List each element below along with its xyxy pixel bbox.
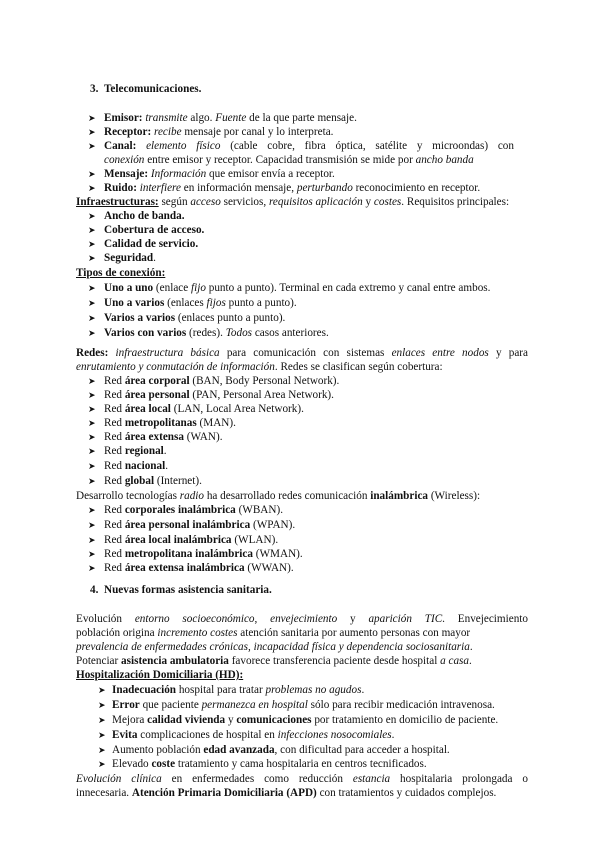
infra-item-bandwidth: Ancho de banda. (104, 210, 185, 222)
bullet-arrow-icon: ➤ (98, 745, 106, 755)
red-item: Red regional. (104, 445, 167, 457)
bullet-arrow-icon: ➤ (98, 759, 106, 769)
bullet-arrow-icon: ➤ (88, 313, 96, 323)
tipo-uno-a-varios: Uno a varios (enlaces fijos punto a punto). (104, 297, 297, 309)
red-wireless-item: Red área personal inalámbrica (WPAN). (104, 519, 296, 531)
evolucion-line-4: Potenciar asistencia ambulatoria favorece transferencia paciente desde hospital a casa. (76, 655, 472, 667)
evolucion-line-2: población origina incremento costes atención sanitaria por aumento personas con mayor (76, 627, 471, 639)
hd-item: Inadecuación hospital para tratar problemas no agudos. (112, 684, 365, 696)
bullet-arrow-icon: ➤ (88, 390, 96, 400)
tipo-varios-con-varios: Varios con varios (redes). Todos casos anteriores. (104, 327, 329, 339)
red-item: Red área extensa (WAN). (104, 431, 223, 443)
red-item: Red área personal (PAN, Personal Area Network). (104, 389, 334, 401)
bullet-arrow-icon: ➤ (88, 432, 96, 442)
red-item: Red área corporal (BAN, Body Personal Network). (104, 375, 340, 387)
final-line-1: Evolución clínica en enfermedades como reducción estancia hospitalaria prolongada o (76, 773, 528, 785)
wireless-line: Desarrollo tecnologías radio ha desarrollado redes comunicación inalámbrica (Wireless): (76, 490, 481, 502)
bullet-arrow-icon: ➤ (98, 700, 106, 710)
hd-item: Mejora calidad vivienda y comunicaciones por tratamiento en domicilio de paciente. (112, 714, 499, 726)
hd-item: Evita complicaciones de hospital en infecciones nosocomiales. (112, 729, 395, 741)
bullet-arrow-icon: ➤ (98, 715, 106, 725)
evolucion-line-3: prevalencia de enfermedades crónicas, incapacidad física y dependencia sociosanitaria. (76, 641, 473, 653)
receptor-line: Receptor: recibe mensaje por canal y lo interpreta. (104, 126, 334, 138)
redes-line-1: Redes: infraestructura básica para comunicación con sistemas enlaces entre nodos y para (76, 347, 528, 359)
red-item: Red área local (LAN, Local Area Network). (104, 403, 304, 415)
red-wireless-item: Red área extensa inalámbrica (WWAN). (104, 562, 294, 574)
infraestructuras-line: Infraestructuras: según acceso servicios, requisitos aplicación y costes. Requisitos principales: (76, 196, 510, 208)
hd-item: Elevado coste tratamiento y cama hospitalaria en centros tecnificados. (112, 758, 427, 770)
emisor-line: Emisor: transmite algo. Fuente de la que parte mensaje. (104, 112, 357, 124)
bullet-arrow-icon: ➤ (98, 730, 106, 740)
red-item: Red nacional. (104, 460, 169, 472)
bullet-arrow-icon: ➤ (88, 476, 96, 486)
tipo-varios-a-varios: Varios a varios (enlaces punto a punto). (104, 312, 286, 324)
bullet-arrow-icon: ➤ (88, 563, 96, 573)
bullet-arrow-icon: ➤ (88, 404, 96, 414)
section-4-heading: 4. Nuevas formas asistencia sanitaria. (90, 584, 272, 596)
infra-item-coverage: Cobertura de acceso. (104, 224, 205, 236)
evolucion-line-1: Evolución entorno socioeconómico, envejecimiento y aparición TIC. Envejecimiento (76, 613, 528, 625)
infra-item-quality: Calidad de servicio. (104, 238, 199, 250)
section-3-heading: 3. Telecomunicaciones. (90, 83, 202, 95)
bullet-arrow-icon: ➤ (88, 505, 96, 515)
bullet-arrow-icon: ➤ (88, 283, 96, 293)
bullet-arrow-icon: ➤ (88, 520, 96, 530)
bullet-arrow-icon: ➤ (88, 169, 96, 179)
tipos-conexion-heading: Tipos de conexión: (76, 267, 166, 279)
redes-line-2: enrutamiento y conmutación de información. Redes se clasifican según cobertura: (76, 361, 443, 373)
bullet-arrow-icon: ➤ (88, 298, 96, 308)
bullet-arrow-icon: ➤ (88, 239, 96, 249)
bullet-arrow-icon: ➤ (88, 253, 96, 263)
bullet-arrow-icon: ➤ (88, 113, 96, 123)
canal-line-1: Canal: elemento físico (cable cobre, fibra óptica, satélite y microondas) con (104, 140, 514, 152)
infra-item-security: Seguridad. (104, 252, 156, 264)
tipo-uno-a-uno: Uno a uno (enlace fijo punto a punto). Terminal en cada extremo y canal entre ambos. (104, 282, 491, 294)
red-item: Red metropolitanas (MAN). (104, 417, 236, 429)
red-wireless-item: Red metropolitana inalámbrica (WMAN). (104, 548, 303, 560)
bullet-arrow-icon: ➤ (88, 127, 96, 137)
canal-line-2: conexión entre emisor y receptor. Capacidad transmisión se mide por ancho banda (104, 154, 474, 166)
red-wireless-item: Red área local inalámbrica (WLAN). (104, 534, 279, 546)
bullet-arrow-icon: ➤ (98, 685, 106, 695)
bullet-arrow-icon: ➤ (88, 225, 96, 235)
red-wireless-item: Red corporales inalámbrica (WBAN). (104, 504, 283, 516)
final-line-2: innecesaria. Atención Primaria Domiciliaria (APD) con tratamientos y cuidados complejos. (76, 787, 497, 799)
bullet-arrow-icon: ➤ (88, 211, 96, 221)
ruido-line: Ruido: interfiere en información mensaje, perturbando reconocimiento en receptor. (104, 182, 481, 194)
bullet-arrow-icon: ➤ (88, 549, 96, 559)
bullet-arrow-icon: ➤ (88, 461, 96, 471)
bullet-arrow-icon: ➤ (88, 141, 96, 151)
bullet-arrow-icon: ➤ (88, 418, 96, 428)
bullet-arrow-icon: ➤ (88, 183, 96, 193)
bullet-arrow-icon: ➤ (88, 376, 96, 386)
hd-item: Aumento población edad avanzada, con dificultad para acceder a hospital. (112, 744, 450, 756)
bullet-arrow-icon: ➤ (88, 535, 96, 545)
mensaje-line: Mensaje: Información que emisor envía a receptor. (104, 168, 335, 180)
hd-item: Error que paciente permanezca en hospital sólo para recibir medicación intravenosa. (112, 699, 495, 711)
bullet-arrow-icon: ➤ (88, 328, 96, 338)
bullet-arrow-icon: ➤ (88, 446, 96, 456)
hd-heading: Hospitalización Domiciliaria (HD): (76, 669, 244, 681)
red-item: Red global (Internet). (104, 475, 202, 487)
